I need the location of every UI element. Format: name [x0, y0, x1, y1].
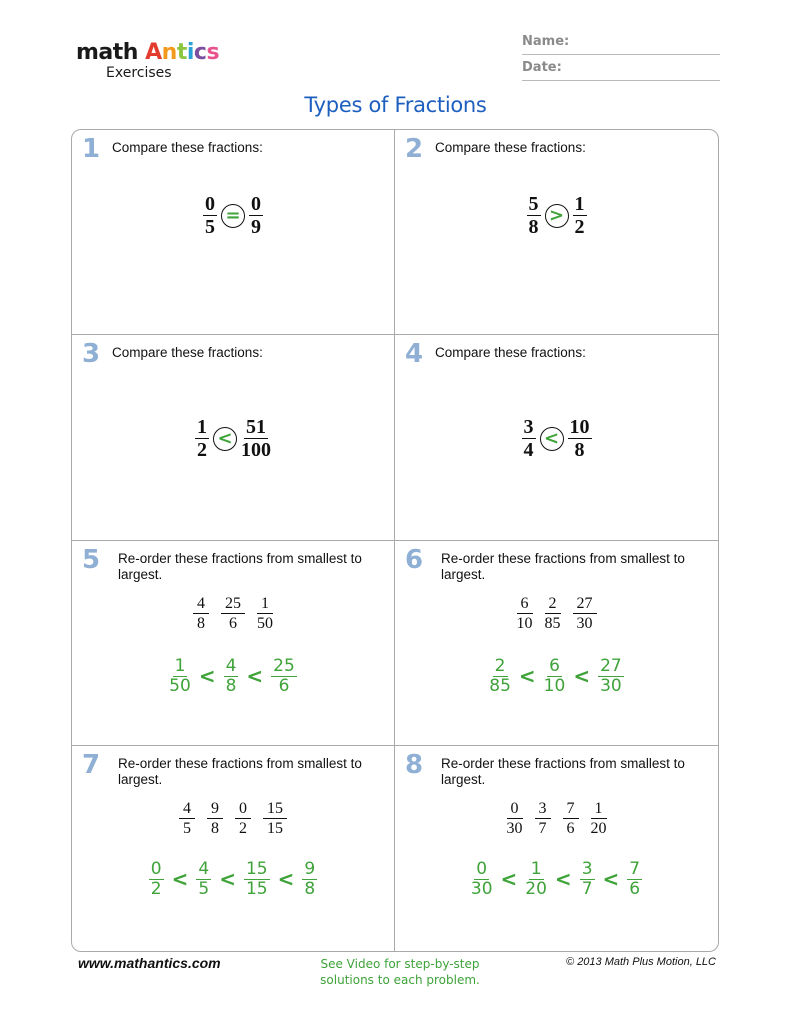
problem-2 [395, 130, 718, 335]
page-title: Types of Fractions [304, 93, 487, 117]
less-than-sign: < [573, 663, 591, 688]
problem-prompt: Compare these fractions: [435, 345, 586, 361]
answer-fraction: 9 8 [304, 858, 316, 899]
answer-order [72, 657, 394, 695]
name-label: Name: [522, 34, 570, 49]
fraction: $\frac{4}{8}$ [193, 595, 209, 632]
problem-prompt: Re-order these fractions from smallest to largest. [441, 550, 685, 582]
problem-number: 7 [82, 749, 101, 780]
fraction-comparison [72, 194, 394, 237]
footer-url[interactable]: www.mathantics.com [78, 955, 221, 971]
fraction: $\frac{51}{100}$ [241, 416, 271, 462]
fraction: $\frac{1}{2}$ [197, 416, 207, 462]
answer-fraction: 1 50 [169, 655, 191, 696]
less-than-sign: < [246, 663, 264, 688]
problem-prompt: Re-order these fractions from smallest to largest. [118, 755, 362, 787]
comparison-symbol: < [213, 427, 237, 451]
problem-prompt: Re-order these fractions from smallest to largest. [118, 550, 362, 582]
problem-number: 6 [405, 544, 424, 575]
fraction: $\frac{0}{9}$ [251, 193, 261, 238]
fraction: $\frac{0}{30}$ [506, 799, 523, 837]
fraction: $\frac{6}{10}$ [516, 594, 533, 632]
math-antics-logo [76, 40, 219, 81]
answer-fraction: 3 7 [581, 858, 593, 899]
problem-4 [395, 335, 718, 540]
answer-fraction: 4 8 [225, 655, 237, 696]
problem-number: 8 [405, 749, 424, 780]
problem-3 [72, 335, 395, 540]
answer-fraction: 6 10 [543, 655, 566, 696]
less-than-sign: < [602, 866, 620, 891]
comparison-symbol: < [540, 427, 564, 451]
fraction: $\frac{1}{50}$ [257, 594, 273, 632]
problem-5 [72, 541, 395, 746]
problem-6 [395, 541, 718, 746]
fraction: $\frac{7}{6}$ [563, 800, 579, 837]
given-fractions [72, 800, 394, 837]
answer-fraction: 0 2 [150, 858, 162, 899]
fraction: $\frac{25}{6}$ [221, 595, 245, 632]
problem-prompt: Compare these fractions: [435, 140, 586, 155]
problem-number: 1 [82, 134, 101, 164]
logo-subtitle: Exercises [106, 65, 172, 81]
problem-8 [395, 746, 718, 951]
fraction: $\frac{1}{2}$ [574, 193, 585, 238]
footer-video-line-2: solutions to each problem. [320, 973, 480, 987]
fraction: $\frac{5}{8}$ [528, 193, 539, 238]
problem-number: 4 [405, 339, 424, 370]
fraction: $\frac{1}{20}$ [590, 799, 607, 837]
footer-video-line-1: See Video for step-by-step [320, 957, 480, 971]
fraction: $\frac{27}{30}$ [573, 595, 597, 632]
fraction: $\frac{3}{4}$ [523, 416, 534, 462]
footer-copyright: © 2013 Math Plus Motion, LLC [566, 956, 716, 968]
problem-prompt: Re-order these fractions from smallest to largest. [441, 755, 685, 787]
less-than-sign: < [219, 866, 236, 891]
given-fractions [395, 595, 718, 632]
answer-order [72, 860, 394, 898]
answer-fraction: 7 6 [629, 858, 641, 899]
date-label: Date: [522, 60, 562, 75]
less-than-sign: < [198, 663, 216, 688]
footer-video-note [300, 956, 500, 988]
less-than-sign: < [554, 866, 572, 891]
comparison-symbol: = [221, 204, 245, 228]
less-than-sign: < [518, 663, 536, 688]
answer-fraction: 4 5 [198, 858, 210, 899]
date-field[interactable] [522, 58, 720, 81]
less-than-sign: < [277, 866, 295, 891]
problem-prompt: Compare these fractions: [112, 140, 263, 155]
problem-number: 3 [82, 339, 101, 370]
less-than-sign: < [500, 866, 518, 891]
answer-fraction: 0 30 [470, 858, 493, 899]
answer-fraction: 25 6 [273, 655, 295, 696]
name-field[interactable] [522, 32, 720, 55]
answer-order [395, 860, 718, 898]
less-than-sign: < [171, 866, 189, 891]
fraction-comparison [72, 417, 394, 460]
fraction: $\frac{2}{85}$ [544, 594, 561, 632]
problem-number: 5 [82, 544, 101, 575]
given-fractions [72, 595, 394, 632]
fraction: $\frac{9}{8}$ [207, 800, 223, 837]
fraction: $\frac{15}{15}$ [263, 800, 287, 837]
answer-order [395, 657, 718, 695]
problem-prompt: Compare these fractions: [112, 345, 263, 361]
given-fractions [395, 800, 718, 837]
fraction-comparison [395, 194, 718, 237]
fraction: $\frac{4}{5}$ [179, 800, 195, 837]
problem-7 [72, 746, 395, 951]
comparison-symbol: > [545, 204, 569, 228]
problem-grid [71, 129, 719, 952]
answer-fraction: 27 30 [600, 655, 622, 696]
fraction-comparison [395, 417, 718, 460]
fraction: $\frac{10}{8}$ [569, 416, 590, 462]
fraction: $\frac{3}{7}$ [535, 800, 551, 837]
answer-fraction: 1 20 [525, 858, 547, 899]
problem-1 [72, 130, 395, 335]
fraction: $\frac{0}{5}$ [205, 193, 215, 238]
fraction: $\frac{0}{2}$ [235, 800, 251, 837]
logo-wordmark: math Antics [76, 40, 220, 65]
answer-fraction: 2 85 [489, 655, 511, 696]
problem-number: 2 [405, 134, 424, 164]
answer-fraction: 15 15 [245, 858, 268, 899]
